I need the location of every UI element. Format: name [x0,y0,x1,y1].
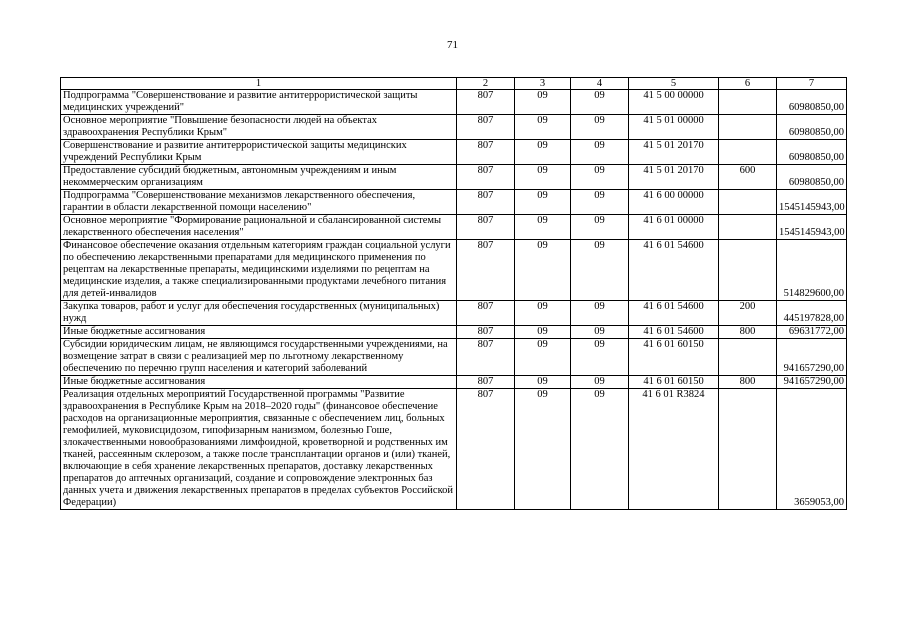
cell-vr [719,115,777,140]
header-cell: 1 [61,78,457,90]
cell-grbs: 807 [457,90,515,115]
cell-rz: 09 [515,140,571,165]
table-row [61,301,847,326]
cell-pr: 09 [571,240,629,301]
cell-sum: 445197828,00 [777,301,847,326]
cell-vr: 200 [719,301,777,326]
cell-sum: 60980850,00 [777,140,847,165]
cell-name: Закупка товаров, работ и услуг для обеспечения государственных (муниципальных) нужд [61,301,457,326]
cell-grbs: 807 [457,215,515,240]
cell-csr: 41 5 01 20170 [629,140,719,165]
cell-name: Иные бюджетные ассигнования [61,376,457,389]
cell-csr: 41 6 01 R3824 [629,389,719,510]
header-cell: 7 [777,78,847,90]
cell-grbs: 807 [457,339,515,376]
cell-name: Иные бюджетные ассигнования [61,326,457,339]
page-number: 71 [447,39,458,51]
cell-pr: 09 [571,301,629,326]
header-cell: 5 [629,78,719,90]
header-cell: 2 [457,78,515,90]
cell-vr: 800 [719,376,777,389]
header-cell: 6 [719,78,777,90]
cell-rz: 09 [515,389,571,510]
header-row [61,78,847,90]
budget-table [60,77,847,510]
cell-grbs: 807 [457,240,515,301]
table-row [61,339,847,376]
table-row [61,326,847,339]
cell-rz: 09 [515,376,571,389]
cell-rz: 09 [515,165,571,190]
table-row [61,215,847,240]
cell-rz: 09 [515,90,571,115]
header-cell: 3 [515,78,571,90]
table-row [61,376,847,389]
cell-sum: 941657290,00 [777,339,847,376]
cell-name: Предоставление субсидий бюджетным, автономным учреждениям и иным некоммерческим организациям [61,165,457,190]
cell-rz: 09 [515,215,571,240]
cell-sum: 514829600,00 [777,240,847,301]
table-row [61,240,847,301]
table-row [61,90,847,115]
cell-rz: 09 [515,240,571,301]
cell-grbs: 807 [457,376,515,389]
cell-vr: 800 [719,326,777,339]
cell-rz: 09 [515,326,571,339]
table-row [61,190,847,215]
cell-sum: 60980850,00 [777,115,847,140]
cell-grbs: 807 [457,140,515,165]
cell-name: Совершенствование и развитие антитеррористической защиты медицинских учреждений Республики Крым [61,140,457,165]
cell-csr: 41 6 01 54600 [629,326,719,339]
cell-sum: 3659053,00 [777,389,847,510]
cell-csr: 41 5 01 20170 [629,165,719,190]
cell-name: Реализация отдельных мероприятий Государственной программы "Развитие здравоохранения в Республике Крым на 2018–2020 годы" (финансовое обеспечение расходов на организационные мероприятия, связанные с обеспечением лиц, больных гемофилией, муковисцидозом, гипофизарным нанизмом, болезнью Гоше, злокачественными новообразованиями лимфоидной, кроветворной и родственных им тканей, рассеянным склерозом, а также после трансплантации органов и (или) тканей, включающие в себя хранение лекарственных препаратов, доставку лекарственных препаратов до аптечных организаций, создание и сопровождение электронных баз данных учета и движения лекарственных препаратов в пределах субъектов Российской Федерации) [61,389,457,510]
cell-grbs: 807 [457,190,515,215]
cell-sum: 60980850,00 [777,165,847,190]
cell-name: Подпрограмма "Совершенствование и развитие антитеррористической защиты медицинских учреждений" [61,90,457,115]
cell-rz: 09 [515,115,571,140]
cell-name: Финансовое обеспечение оказания отдельным категориям граждан социальной услуги по обеспечению лекарственными препаратами для медицинского применения по рецептам на лекарственные препараты, медицинскими изделиями по рецептам на медицинские изделия, а также специализированными продуктами лечебного питания для детей-инвалидов [61,240,457,301]
cell-vr [719,215,777,240]
cell-pr: 09 [571,389,629,510]
cell-vr [719,90,777,115]
cell-csr: 41 6 00 00000 [629,190,719,215]
cell-sum: 69631772,00 [777,326,847,339]
cell-rz: 09 [515,339,571,376]
cell-csr: 41 6 01 60150 [629,339,719,376]
cell-pr: 09 [571,90,629,115]
cell-sum: 60980850,00 [777,90,847,115]
table-row [61,140,847,165]
cell-vr [719,240,777,301]
cell-grbs: 807 [457,389,515,510]
cell-csr: 41 6 01 00000 [629,215,719,240]
cell-sum: 941657290,00 [777,376,847,389]
cell-rz: 09 [515,301,571,326]
table-row [61,389,847,510]
cell-vr: 600 [719,165,777,190]
cell-rz: 09 [515,190,571,215]
header-cell: 4 [571,78,629,90]
cell-grbs: 807 [457,115,515,140]
cell-vr [719,190,777,215]
cell-vr [719,339,777,376]
cell-pr: 09 [571,376,629,389]
table-row [61,165,847,190]
cell-csr: 41 5 00 00000 [629,90,719,115]
cell-csr: 41 6 01 54600 [629,240,719,301]
cell-vr [719,140,777,165]
cell-grbs: 807 [457,301,515,326]
cell-grbs: 807 [457,165,515,190]
table-row [61,115,847,140]
cell-grbs: 807 [457,326,515,339]
cell-pr: 09 [571,190,629,215]
cell-pr: 09 [571,339,629,376]
cell-pr: 09 [571,115,629,140]
cell-csr: 41 6 01 54600 [629,301,719,326]
cell-name: Основное мероприятие "Формирование рациональной и сбалансированной системы лекарственного обеспечения населения" [61,215,457,240]
cell-pr: 09 [571,215,629,240]
cell-pr: 09 [571,326,629,339]
cell-sum: 1545145943,00 [777,190,847,215]
cell-csr: 41 6 01 60150 [629,376,719,389]
cell-pr: 09 [571,140,629,165]
cell-csr: 41 5 01 00000 [629,115,719,140]
cell-name: Субсидии юридическим лицам, не являющимся государственными учреждениями, на возмещение затрат в связи с реализацией мер по льготному лекарственному обеспечению по перечню групп населения и категорий заболеваний [61,339,457,376]
cell-pr: 09 [571,165,629,190]
cell-name: Основное мероприятие "Повышение безопасности людей на объектах здравоохранения Республики Крым" [61,115,457,140]
cell-sum: 1545145943,00 [777,215,847,240]
cell-name: Подпрограмма "Совершенствование механизмов лекарственного обеспечения, гарантии в области лекарственной помощи населению" [61,190,457,215]
cell-vr [719,389,777,510]
